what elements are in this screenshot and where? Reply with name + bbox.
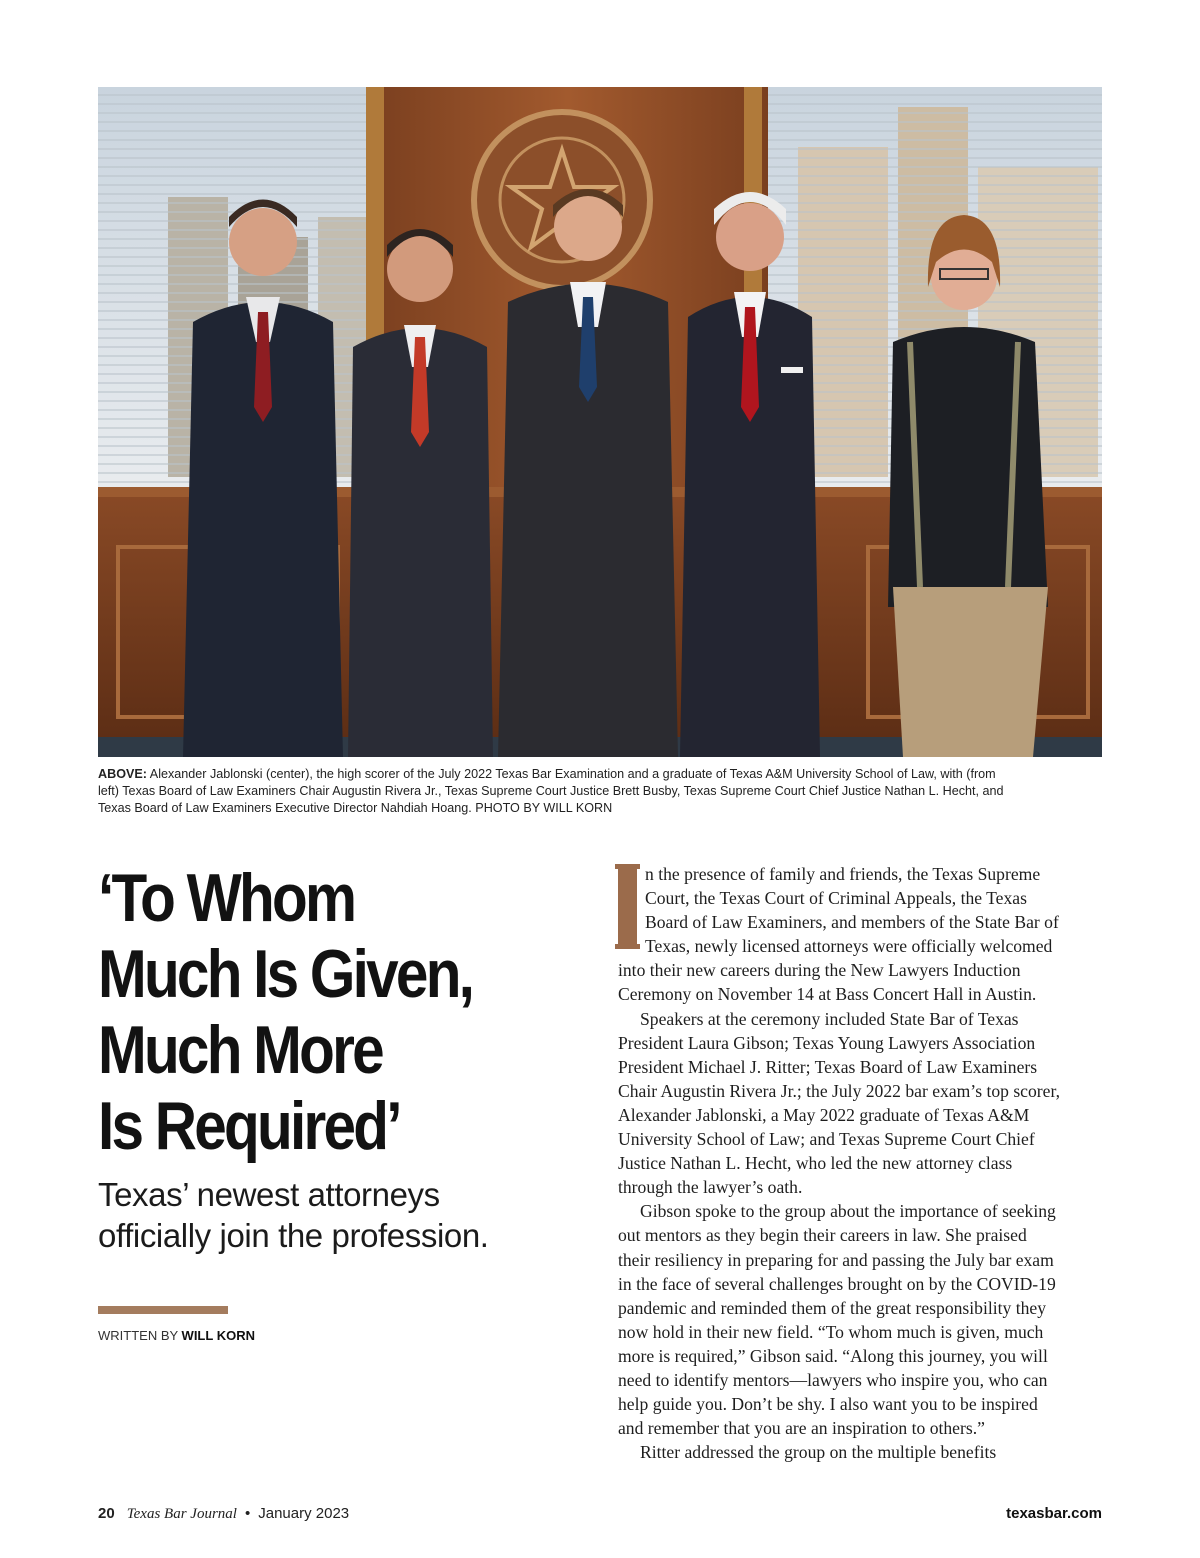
body-line-6: Ceremony on November 14 at Bass Concert Hall in Austin. [618,984,1037,1005]
body-line-2: Court, the Texas Court of Criminal Appeals, the Texas [645,888,1027,909]
body-line-20: now hold in their new field. “To whom much is given, much [618,1321,1044,1342]
body-line-17: their resiliency in preparing for and passing the July bar exam [618,1249,1054,1270]
headline-line-3: Much More [98,1012,382,1088]
body-line-4: Texas, newly licensed attorneys were officially welcomed [645,936,1053,957]
caption-line-2: left) Texas Board of Law Examiners Chair Augustin Rivera Jr., Texas Supreme Court Justice Brett Busby, Texas Supreme Court Chief Justice Nathan L. Hecht, and [98,784,1004,798]
deck-line-2: officially join the profession. [98,1217,489,1254]
body-line-9: President Michael J. Ritter; Texas Board of Law Examiners [618,1056,1038,1077]
site-link[interactable]: texasbar.com [1006,1505,1102,1522]
article-body [618,862,1102,1464]
body-line-16: out mentors as they begin their careers in law. She praised [618,1225,1027,1246]
body-line-1: n the presence of family and friends, the Texas Supreme [645,864,1041,884]
caption-line-3: Texas Board of Law Examiners Executive Director Nahdiah Hoang. PHOTO BY WILL KORN [98,801,613,815]
body-line-22: need to identify mentors—lawyers who inspire you, who can [618,1369,1048,1390]
body-line-25: Ritter addressed the group on the multiple benefits [640,1442,997,1463]
headline-line-1: ‘To Whom [98,860,355,936]
caption-line-1: Alexander Jablonski (center), the high scorer of the July 2022 Texas Bar Examination and a graduate of Texas A&M University School of Law, with (from [146,767,996,781]
body-line-13: Justice Nathan L. Hecht, who led the new attorney class [618,1153,1013,1174]
publication-name: Texas Bar Journal [126,1506,237,1522]
byline [98,1328,255,1343]
body-line-19: pandemic and reminded them of the great responsibility they [618,1297,1046,1318]
body-line-24: and remember that you are an inspiration to others.” [618,1418,985,1439]
deck-line-1: Texas’ newest attorneys [98,1176,440,1213]
article-deck [98,1174,558,1256]
page-number: 20 [98,1505,115,1522]
footer-bullet: • [244,1505,251,1522]
body-line-23: help guide you. Don’t be shy. I also want you to be inspired [618,1394,1038,1415]
body-line-21: more is required,” Gibson said. “Along this journey, you will [618,1345,1048,1366]
body-line-12: University School of Law; and Texas Supreme Court Chief [618,1129,1035,1150]
headline-line-2: Much Is Given, [98,936,473,1012]
body-line-18: in the face of several challenges brought on by the COVID-19 [618,1273,1056,1294]
body-line-8: President Laura Gibson; Texas Young Lawyers Association [618,1032,1036,1053]
body-line-15: Gibson spoke to the group about the importance of seeking [640,1201,1056,1222]
caption-label: ABOVE: [98,767,147,781]
issue-date: January 2023 [258,1505,350,1522]
article-headline [98,860,494,1164]
headline-line-4: Is Required’ [98,1088,400,1164]
byline-author: WILL KORN [181,1328,255,1343]
page-footer [98,1505,349,1523]
body-line-11: Alexander Jablonski, a May 2022 graduate of Texas A&M [618,1104,1030,1125]
body-line-5: into their new careers during the New Lawyers Induction [618,960,1021,981]
body-line-10: Chair Augustin Rivera Jr.; the July 2022 bar exam’s top scorer, [618,1080,1060,1101]
photo-caption [98,766,1104,817]
feature-photo [98,87,1102,757]
body-line-14: through the lawyer’s oath. [618,1177,803,1198]
body-line-3: Board of Law Examiners, and members of the State Bar of [645,912,1059,933]
body-line-7: Speakers at the ceremony included State Bar of Texas [640,1008,1019,1029]
accent-rule [98,1306,228,1314]
courtroom-photo-illustration [98,87,1102,757]
byline-prefix: WRITTEN BY [98,1328,182,1343]
